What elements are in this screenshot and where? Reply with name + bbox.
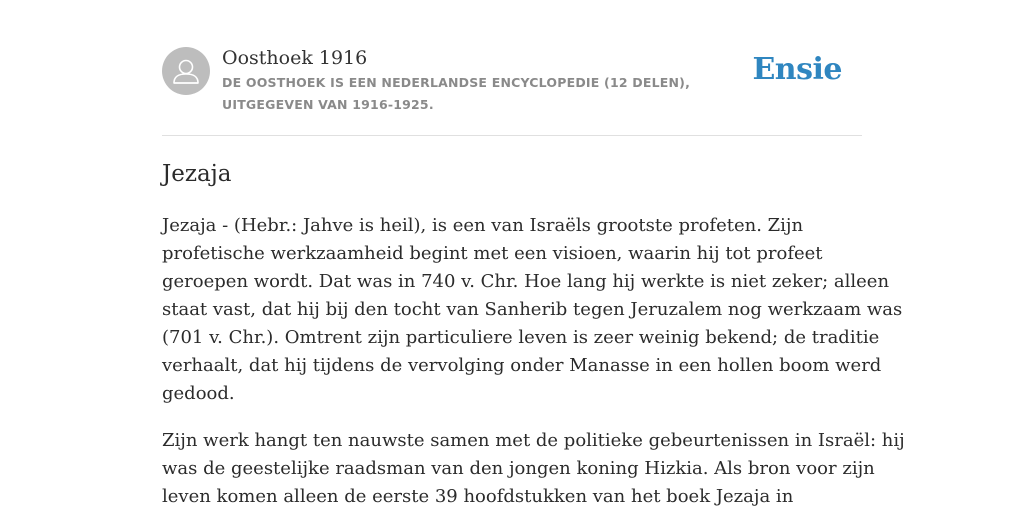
- paragraph-line: geroepen wordt. Dat was in 740 v. Chr. Hoe lang hij werkte is niet zeker; alleen: [162, 271, 890, 292]
- article-paragraph: [162, 427, 905, 511]
- article-body: [162, 212, 905, 512]
- paragraph-line: verhaalt, dat hij tijdens de vervolging onder Manasse in een hollen boom werd: [162, 355, 882, 376]
- paragraph-line: (701 v. Chr.). Omtrent zijn particuliere leven is zeer weinig bekend; de traditie: [162, 327, 880, 348]
- source-description: DE OOSTHOEK IS EEN NEDERLANDSE ENCYCLOPEDIE (12 DELEN), UITGEGEVEN VAN 1916-1925.: [222, 75, 691, 112]
- user-icon[interactable]: [162, 47, 210, 95]
- source-title[interactable]: Oosthoek 1916: [222, 47, 368, 69]
- source-header: [162, 46, 862, 136]
- article-title: Jezaja: [162, 161, 232, 187]
- paragraph-line: profetische werkzaamheid begint met een visioen, waarin hij tot profeet: [162, 243, 823, 264]
- paragraph-line: gedood.: [162, 383, 235, 404]
- header-divider: [162, 135, 862, 136]
- paragraph-line: Jezaja - (Hebr.: Jahve is heil), is een van Israëls grootste profeten. Zijn: [162, 215, 804, 236]
- paragraph-line: staat vast, dat hij bij den tocht van Sanherib tegen Jeruzalem nog werkzaam was: [162, 299, 903, 320]
- paragraph-line: was de geestelijke raadsman van den jongen koning Hizkia. Als bron voor zijn: [162, 458, 875, 479]
- paragraph-line: Zijn werk hangt ten nauwste samen met de politieke gebeurtenissen in Israël: hij: [162, 430, 905, 451]
- brand-logo[interactable]: Ensie: [752, 52, 842, 87]
- article-paragraph: [162, 212, 903, 408]
- paragraph-line: leven komen alleen de eerste 39 hoofdstukken van het boek Jezaja in: [162, 486, 794, 507]
